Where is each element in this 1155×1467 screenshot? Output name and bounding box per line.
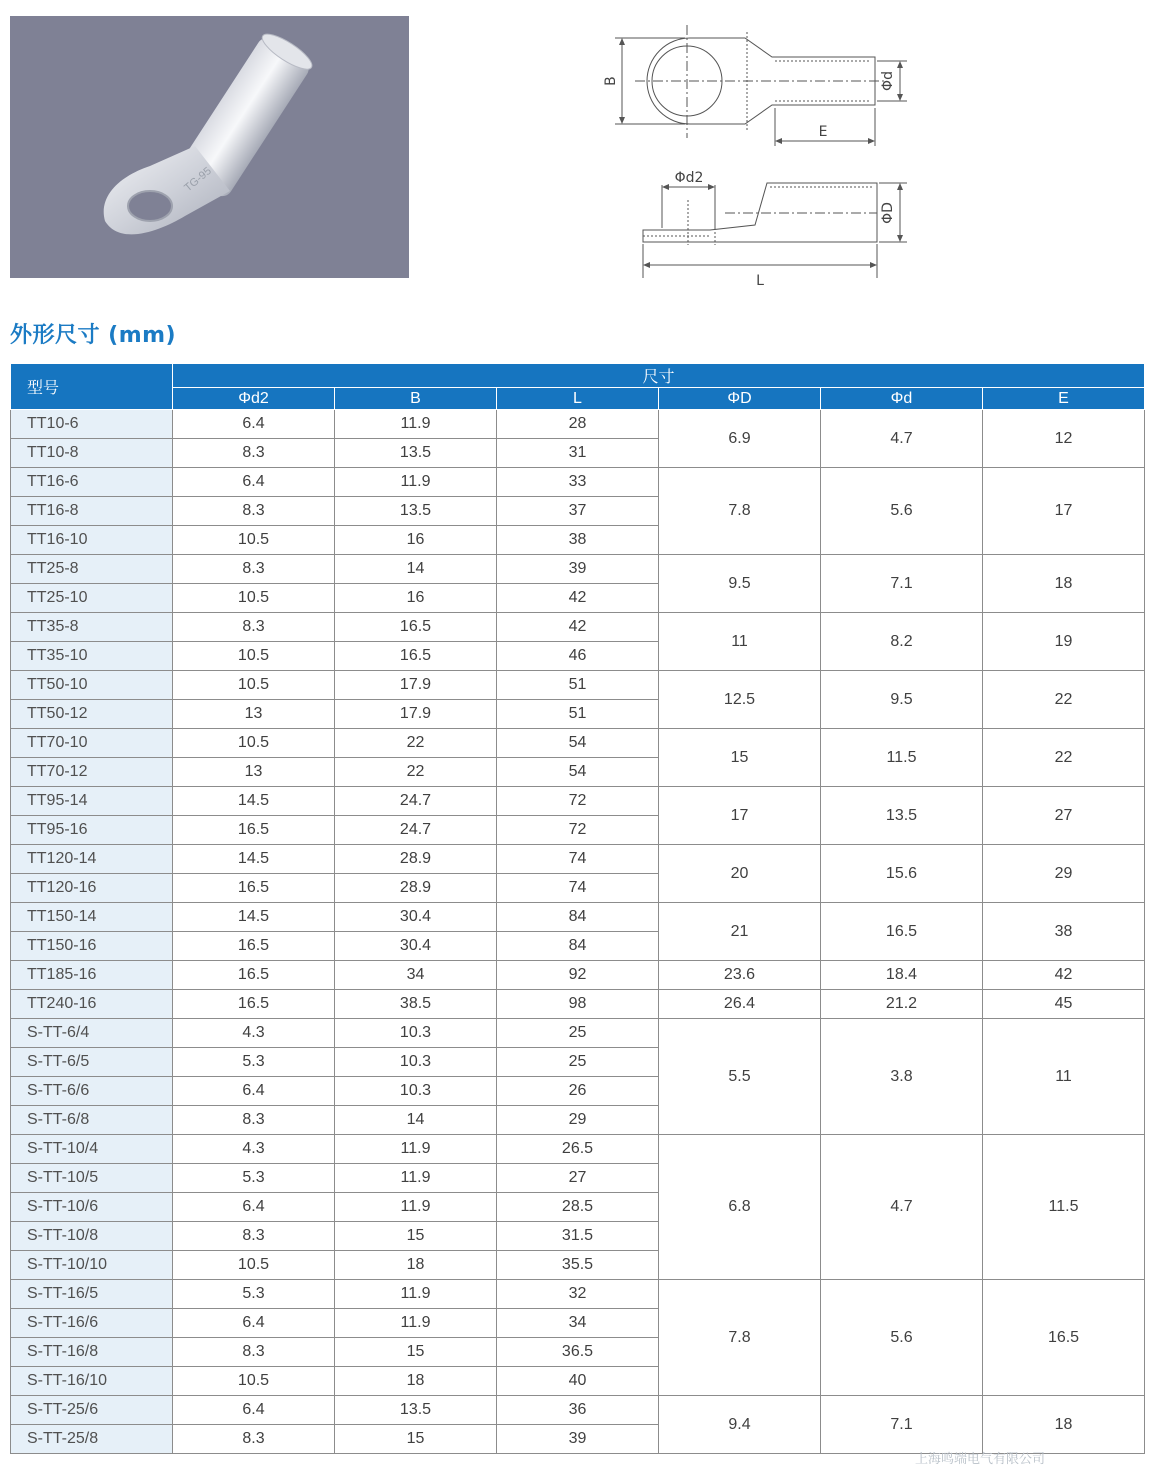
- b-cell: 38.5: [335, 990, 497, 1019]
- phi-d-cell: 3.8: [821, 1019, 983, 1135]
- phi-d2-cell: 10.5: [173, 1367, 335, 1396]
- l-cell: 25: [497, 1048, 659, 1077]
- phi-d2-cell: 4.3: [173, 1019, 335, 1048]
- phi-d2-cell: 16.5: [173, 816, 335, 845]
- model-cell: S-TT-16/10: [11, 1367, 173, 1396]
- phi-d2-cell: 10.5: [173, 671, 335, 700]
- dimension-drawing: [595, 20, 925, 295]
- model-cell: TT70-10: [11, 729, 173, 758]
- b-cell: 11.9: [335, 410, 497, 439]
- phi-d2-cell: 10.5: [173, 729, 335, 758]
- b-cell: 18: [335, 1251, 497, 1280]
- phi-d2-cell: 16.5: [173, 932, 335, 961]
- footer-company-name: 上海鸣端电气有限公司: [915, 1452, 1046, 1467]
- l-cell: 36.5: [497, 1338, 659, 1367]
- e-cell: 11.5: [983, 1135, 1145, 1280]
- column-header: B: [335, 388, 497, 410]
- b-cell: 11.9: [335, 1309, 497, 1338]
- phi-d-cell: 8.2: [821, 613, 983, 671]
- dimension-group-header: 尺寸: [173, 364, 1145, 388]
- model-cell: TT35-10: [11, 642, 173, 671]
- l-cell: 32: [497, 1280, 659, 1309]
- model-cell: TT240-16: [11, 990, 173, 1019]
- l-cell: 84: [497, 903, 659, 932]
- l-cell: 38: [497, 526, 659, 555]
- phi-d2-cell: 8.3: [173, 1106, 335, 1135]
- product-photo: [10, 16, 409, 278]
- l-cell: 28: [497, 410, 659, 439]
- dim-label-b: B: [603, 76, 619, 86]
- phi-d2-cell: 8.3: [173, 555, 335, 584]
- phi-upper-d-cell: 23.6: [659, 961, 821, 990]
- l-cell: 46: [497, 642, 659, 671]
- l-cell: 37: [497, 497, 659, 526]
- model-cell: S-TT-25/6: [11, 1396, 173, 1425]
- model-cell: TT150-14: [11, 903, 173, 932]
- l-cell: 27: [497, 1164, 659, 1193]
- model-cell: S-TT-10/10: [11, 1251, 173, 1280]
- b-cell: 10.3: [335, 1048, 497, 1077]
- phi-d2-cell: 6.4: [173, 410, 335, 439]
- phi-d2-cell: 16.5: [173, 961, 335, 990]
- e-cell: 38: [983, 903, 1145, 961]
- e-cell: 22: [983, 671, 1145, 729]
- b-cell: 16: [335, 584, 497, 613]
- table-row: [11, 729, 1145, 758]
- phi-d2-cell: 10.5: [173, 526, 335, 555]
- b-cell: 16.5: [335, 613, 497, 642]
- phi-d2-cell: 6.4: [173, 1309, 335, 1338]
- l-cell: 34: [497, 1309, 659, 1338]
- l-cell: 98: [497, 990, 659, 1019]
- phi-d-cell: 9.5: [821, 671, 983, 729]
- model-cell: TT120-16: [11, 874, 173, 903]
- dim-label-e: E: [818, 124, 828, 140]
- phi-upper-d-cell: 6.8: [659, 1135, 821, 1280]
- table-row: [11, 671, 1145, 700]
- section-title: 外形尺寸 (mm): [10, 323, 177, 348]
- column-header: L: [497, 388, 659, 410]
- phi-d-cell: 18.4: [821, 961, 983, 990]
- e-cell: 16.5: [983, 1280, 1145, 1396]
- phi-d-cell: 4.7: [821, 1135, 983, 1280]
- phi-d2-cell: 6.4: [173, 1077, 335, 1106]
- l-cell: 51: [497, 700, 659, 729]
- table-row: [11, 613, 1145, 642]
- b-cell: 14: [335, 1106, 497, 1135]
- model-cell: S-TT-16/8: [11, 1338, 173, 1367]
- b-cell: 22: [335, 729, 497, 758]
- column-header: Φd2: [173, 388, 335, 410]
- phi-d-cell: 5.6: [821, 468, 983, 555]
- b-cell: 11.9: [335, 1164, 497, 1193]
- table-row: [11, 555, 1145, 584]
- phi-d2-cell: 16.5: [173, 874, 335, 903]
- table-row: [11, 1280, 1145, 1309]
- e-cell: 11: [983, 1019, 1145, 1135]
- model-cell: TT50-10: [11, 671, 173, 700]
- model-header: 型号: [11, 364, 173, 410]
- table-row: [11, 903, 1145, 932]
- dim-label-l: L: [756, 273, 764, 289]
- phi-d2-cell: 4.3: [173, 1135, 335, 1164]
- b-cell: 15: [335, 1338, 497, 1367]
- dimension-table: [10, 363, 1145, 1454]
- model-cell: TT16-6: [11, 468, 173, 497]
- b-cell: 24.7: [335, 787, 497, 816]
- e-cell: 12: [983, 410, 1145, 468]
- phi-d2-cell: 10.5: [173, 584, 335, 613]
- e-cell: 22: [983, 729, 1145, 787]
- e-cell: 27: [983, 787, 1145, 845]
- phi-d2-cell: 8.3: [173, 439, 335, 468]
- cable-lug-illustration: [10, 16, 409, 278]
- model-cell: S-TT-6/4: [11, 1019, 173, 1048]
- phi-upper-d-cell: 5.5: [659, 1019, 821, 1135]
- phi-d2-cell: 5.3: [173, 1280, 335, 1309]
- b-cell: 13.5: [335, 497, 497, 526]
- phi-d-cell: 4.7: [821, 410, 983, 468]
- phi-d-cell: 15.6: [821, 845, 983, 903]
- phi-d2-cell: 6.4: [173, 1396, 335, 1425]
- photo-stamp: TG-95: [182, 165, 214, 195]
- table-body: [11, 410, 1145, 1454]
- table-row: [11, 1396, 1145, 1425]
- phi-upper-d-cell: 20: [659, 845, 821, 903]
- b-cell: 34: [335, 961, 497, 990]
- l-cell: 42: [497, 613, 659, 642]
- b-cell: 11.9: [335, 1280, 497, 1309]
- phi-d2-cell: 13: [173, 758, 335, 787]
- phi-d-cell: 13.5: [821, 787, 983, 845]
- b-cell: 16.5: [335, 642, 497, 671]
- b-cell: 28.9: [335, 874, 497, 903]
- b-cell: 11.9: [335, 1193, 497, 1222]
- b-cell: 22: [335, 758, 497, 787]
- e-cell: 29: [983, 845, 1145, 903]
- phi-d2-cell: 5.3: [173, 1164, 335, 1193]
- phi-d2-cell: 8.3: [173, 1338, 335, 1367]
- column-header: ΦD: [659, 388, 821, 410]
- phi-upper-d-cell: 7.8: [659, 468, 821, 555]
- b-cell: 30.4: [335, 903, 497, 932]
- l-cell: 54: [497, 758, 659, 787]
- phi-d2-cell: 8.3: [173, 1425, 335, 1454]
- model-cell: S-TT-10/5: [11, 1164, 173, 1193]
- phi-d-cell: 5.6: [821, 1280, 983, 1396]
- model-cell: S-TT-25/8: [11, 1425, 173, 1454]
- model-cell: TT10-8: [11, 439, 173, 468]
- b-cell: 15: [335, 1222, 497, 1251]
- dim-label-phi-d2: Φd2: [674, 170, 704, 186]
- phi-d-cell: 11.5: [821, 729, 983, 787]
- model-cell: S-TT-16/5: [11, 1280, 173, 1309]
- phi-d2-cell: 8.3: [173, 497, 335, 526]
- b-cell: 11.9: [335, 1135, 497, 1164]
- table-row: [11, 845, 1145, 874]
- column-header: E: [983, 388, 1145, 410]
- model-cell: S-TT-16/6: [11, 1309, 173, 1338]
- l-cell: 31: [497, 439, 659, 468]
- phi-upper-d-cell: 15: [659, 729, 821, 787]
- phi-d2-cell: 14.5: [173, 787, 335, 816]
- model-cell: TT35-8: [11, 613, 173, 642]
- phi-d2-cell: 5.3: [173, 1048, 335, 1077]
- l-cell: 35.5: [497, 1251, 659, 1280]
- phi-d2-cell: 10.5: [173, 642, 335, 671]
- model-cell: S-TT-6/5: [11, 1048, 173, 1077]
- b-cell: 10.3: [335, 1019, 497, 1048]
- e-cell: 45: [983, 990, 1145, 1019]
- table-row: [11, 1019, 1145, 1048]
- model-cell: TT16-10: [11, 526, 173, 555]
- l-cell: 39: [497, 1425, 659, 1454]
- b-cell: 11.9: [335, 468, 497, 497]
- model-cell: S-TT-10/6: [11, 1193, 173, 1222]
- b-cell: 24.7: [335, 816, 497, 845]
- phi-d-cell: 7.1: [821, 1396, 983, 1454]
- e-cell: 17: [983, 468, 1145, 555]
- b-cell: 17.9: [335, 700, 497, 729]
- phi-d2-cell: 6.4: [173, 1193, 335, 1222]
- model-cell: TT150-16: [11, 932, 173, 961]
- phi-d-cell: 7.1: [821, 555, 983, 613]
- phi-upper-d-cell: 12.5: [659, 671, 821, 729]
- phi-upper-d-cell: 6.9: [659, 410, 821, 468]
- model-cell: S-TT-10/4: [11, 1135, 173, 1164]
- b-cell: 13.5: [335, 1396, 497, 1425]
- phi-upper-d-cell: 21: [659, 903, 821, 961]
- l-cell: 54: [497, 729, 659, 758]
- l-cell: 92: [497, 961, 659, 990]
- phi-d2-cell: 8.3: [173, 1222, 335, 1251]
- l-cell: 28.5: [497, 1193, 659, 1222]
- phi-d-cell: 16.5: [821, 903, 983, 961]
- table-row: [11, 1135, 1145, 1164]
- model-cell: S-TT-6/6: [11, 1077, 173, 1106]
- dim-label-phi-d: Φd: [880, 71, 896, 91]
- l-cell: 39: [497, 555, 659, 584]
- l-cell: 25: [497, 1019, 659, 1048]
- model-cell: TT50-12: [11, 700, 173, 729]
- b-cell: 14: [335, 555, 497, 584]
- l-cell: 42: [497, 584, 659, 613]
- e-cell: 18: [983, 1396, 1145, 1454]
- l-cell: 74: [497, 874, 659, 903]
- e-cell: 19: [983, 613, 1145, 671]
- l-cell: 26.5: [497, 1135, 659, 1164]
- l-cell: 29: [497, 1106, 659, 1135]
- table-row: [11, 787, 1145, 816]
- table-row: [11, 410, 1145, 439]
- e-cell: 18: [983, 555, 1145, 613]
- phi-d-cell: 21.2: [821, 990, 983, 1019]
- b-cell: 10.3: [335, 1077, 497, 1106]
- e-cell: 42: [983, 961, 1145, 990]
- table-row: [11, 990, 1145, 1019]
- model-cell: TT95-16: [11, 816, 173, 845]
- model-cell: S-TT-6/8: [11, 1106, 173, 1135]
- l-cell: 51: [497, 671, 659, 700]
- model-cell: TT25-10: [11, 584, 173, 613]
- phi-upper-d-cell: 9.5: [659, 555, 821, 613]
- phi-d2-cell: 14.5: [173, 845, 335, 874]
- table-row: [11, 961, 1145, 990]
- model-cell: TT120-14: [11, 845, 173, 874]
- l-cell: 74: [497, 845, 659, 874]
- model-cell: TT16-8: [11, 497, 173, 526]
- b-cell: 15: [335, 1425, 497, 1454]
- b-cell: 28.9: [335, 845, 497, 874]
- phi-upper-d-cell: 7.8: [659, 1280, 821, 1396]
- l-cell: 84: [497, 932, 659, 961]
- phi-d2-cell: 8.3: [173, 613, 335, 642]
- phi-upper-d-cell: 26.4: [659, 990, 821, 1019]
- b-cell: 16: [335, 526, 497, 555]
- l-cell: 72: [497, 816, 659, 845]
- model-cell: TT185-16: [11, 961, 173, 990]
- l-cell: 72: [497, 787, 659, 816]
- model-cell: TT10-6: [11, 410, 173, 439]
- model-cell: S-TT-10/8: [11, 1222, 173, 1251]
- table-row: [11, 468, 1145, 497]
- phi-d2-cell: 14.5: [173, 903, 335, 932]
- phi-d2-cell: 16.5: [173, 990, 335, 1019]
- b-cell: 18: [335, 1367, 497, 1396]
- model-cell: TT25-8: [11, 555, 173, 584]
- model-cell: TT70-12: [11, 758, 173, 787]
- l-cell: 36: [497, 1396, 659, 1425]
- dim-label-phi-upper-d: ΦD: [880, 202, 896, 224]
- phi-upper-d-cell: 9.4: [659, 1396, 821, 1454]
- column-header: Φd: [821, 388, 983, 410]
- b-cell: 17.9: [335, 671, 497, 700]
- b-cell: 13.5: [335, 439, 497, 468]
- model-cell: TT95-14: [11, 787, 173, 816]
- phi-d2-cell: 13: [173, 700, 335, 729]
- phi-upper-d-cell: 17: [659, 787, 821, 845]
- l-cell: 31.5: [497, 1222, 659, 1251]
- b-cell: 30.4: [335, 932, 497, 961]
- phi-d2-cell: 10.5: [173, 1251, 335, 1280]
- l-cell: 40: [497, 1367, 659, 1396]
- phi-upper-d-cell: 11: [659, 613, 821, 671]
- phi-d2-cell: 6.4: [173, 468, 335, 497]
- l-cell: 26: [497, 1077, 659, 1106]
- l-cell: 33: [497, 468, 659, 497]
